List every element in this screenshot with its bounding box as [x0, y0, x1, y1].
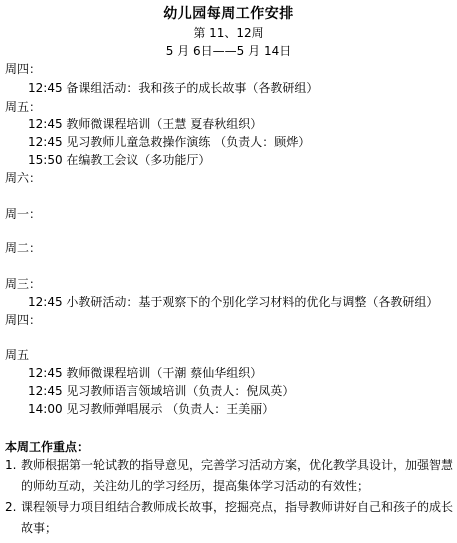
- day-heading: 周六：: [5, 171, 42, 185]
- focus-item-number: 1.: [5, 458, 17, 472]
- focus-item: [5, 497, 453, 539]
- schedule-item: 12:45 见习教师语言领域培训（负责人：倪凤英）: [28, 384, 295, 398]
- focus-item: [5, 455, 453, 497]
- day-heading: 周五：: [5, 100, 42, 114]
- day-heading: 周三：: [5, 277, 42, 291]
- day-heading: 周四：: [5, 313, 42, 327]
- day-heading: 周四：: [5, 62, 42, 76]
- schedule-item: 12:45 小教研活动：基于观察下的个别化学习材料的优化与调整（各教研组）: [28, 295, 439, 309]
- schedule-item: 12:45 教师微课程培训（王慧 夏春秋组织）: [28, 117, 263, 131]
- schedule-item: 14:00 见习教师弹唱展示 （负责人：王美丽）: [28, 402, 275, 416]
- focus-item-text: 教师根据第一轮试教的指导意见，完善学习活动方案，优化教学具设计，加强智慧的师幼互动，关注幼儿的学习经历，提高集体学习活动的有效性；: [21, 458, 454, 493]
- schedule-item: 12:45 教师微课程培训（干潮 蔡仙华组织）: [28, 366, 263, 380]
- schedule-item: 12:45 见习教师儿童急救操作演练 （负责人：顾烨）: [28, 135, 311, 149]
- day-heading: 周二：: [5, 241, 42, 255]
- schedule-item: 15:50 在编教工会议（多功能厅）: [28, 153, 211, 167]
- day-heading: 周一：: [5, 207, 42, 221]
- focus-heading: 本周工作重点：: [5, 440, 90, 454]
- week-number: 第 11、12周: [193, 26, 264, 40]
- schedule-item: 12:45 备课组活动：我和孩子的成长故事（各教研组）: [28, 81, 319, 95]
- date-range: 5 月 6日——5 月 14日: [165, 44, 292, 58]
- focus-item-text: 课程领导力项目组结合教师成长故事，挖掘亮点，指导教师讲好自己和孩子的成长故事；: [21, 500, 454, 535]
- day-heading: 周五: [5, 348, 30, 362]
- focus-item-number: 2.: [5, 500, 17, 514]
- document-title: 幼儿园每周工作安排: [163, 6, 294, 22]
